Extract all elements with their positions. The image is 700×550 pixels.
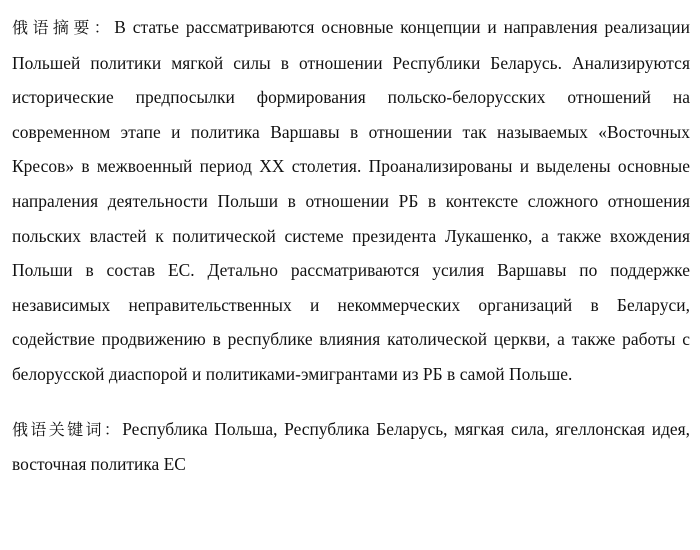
abstract-text: В статье рассматриваются основные концепции и направления реализации Польшей политики мягкой силы в отношении Республики Беларусь. Анализируются исторические предпосылки формирования польско-белорусских отношений на современном этапе и политика Варшавы в отношении так называемых «Восточных Кресов» в межвоенный период XX столетия. Проанализированы и выделены основные напраления деятельности Польши в отношении РБ в контексте сложного отношения польских властей к политической системе президента Лукашенко, а также вхождения Польши в состав ЕС. Детально рассматриваются усилия Варшавы по поддержке независимых неправительственных и некоммерческих организаций в Беларуси, содействие продвижению в республике влияния католической церкви, а также работы с белорусской диаспорой и политиками-эмигрантами из РБ в самой Польше. bbox=[12, 17, 690, 384]
russian-abstract-paragraph bbox=[12, 10, 690, 392]
keywords-text: Республика Польша, Республика Беларусь, мягкая сила, ягеллонская идея, восточная политика ЕС bbox=[12, 418, 690, 475]
abstract-label: 俄语摘要： bbox=[12, 18, 115, 37]
russian-keywords-paragraph bbox=[12, 412, 690, 482]
keywords-label: 俄语关键词： bbox=[12, 419, 123, 439]
